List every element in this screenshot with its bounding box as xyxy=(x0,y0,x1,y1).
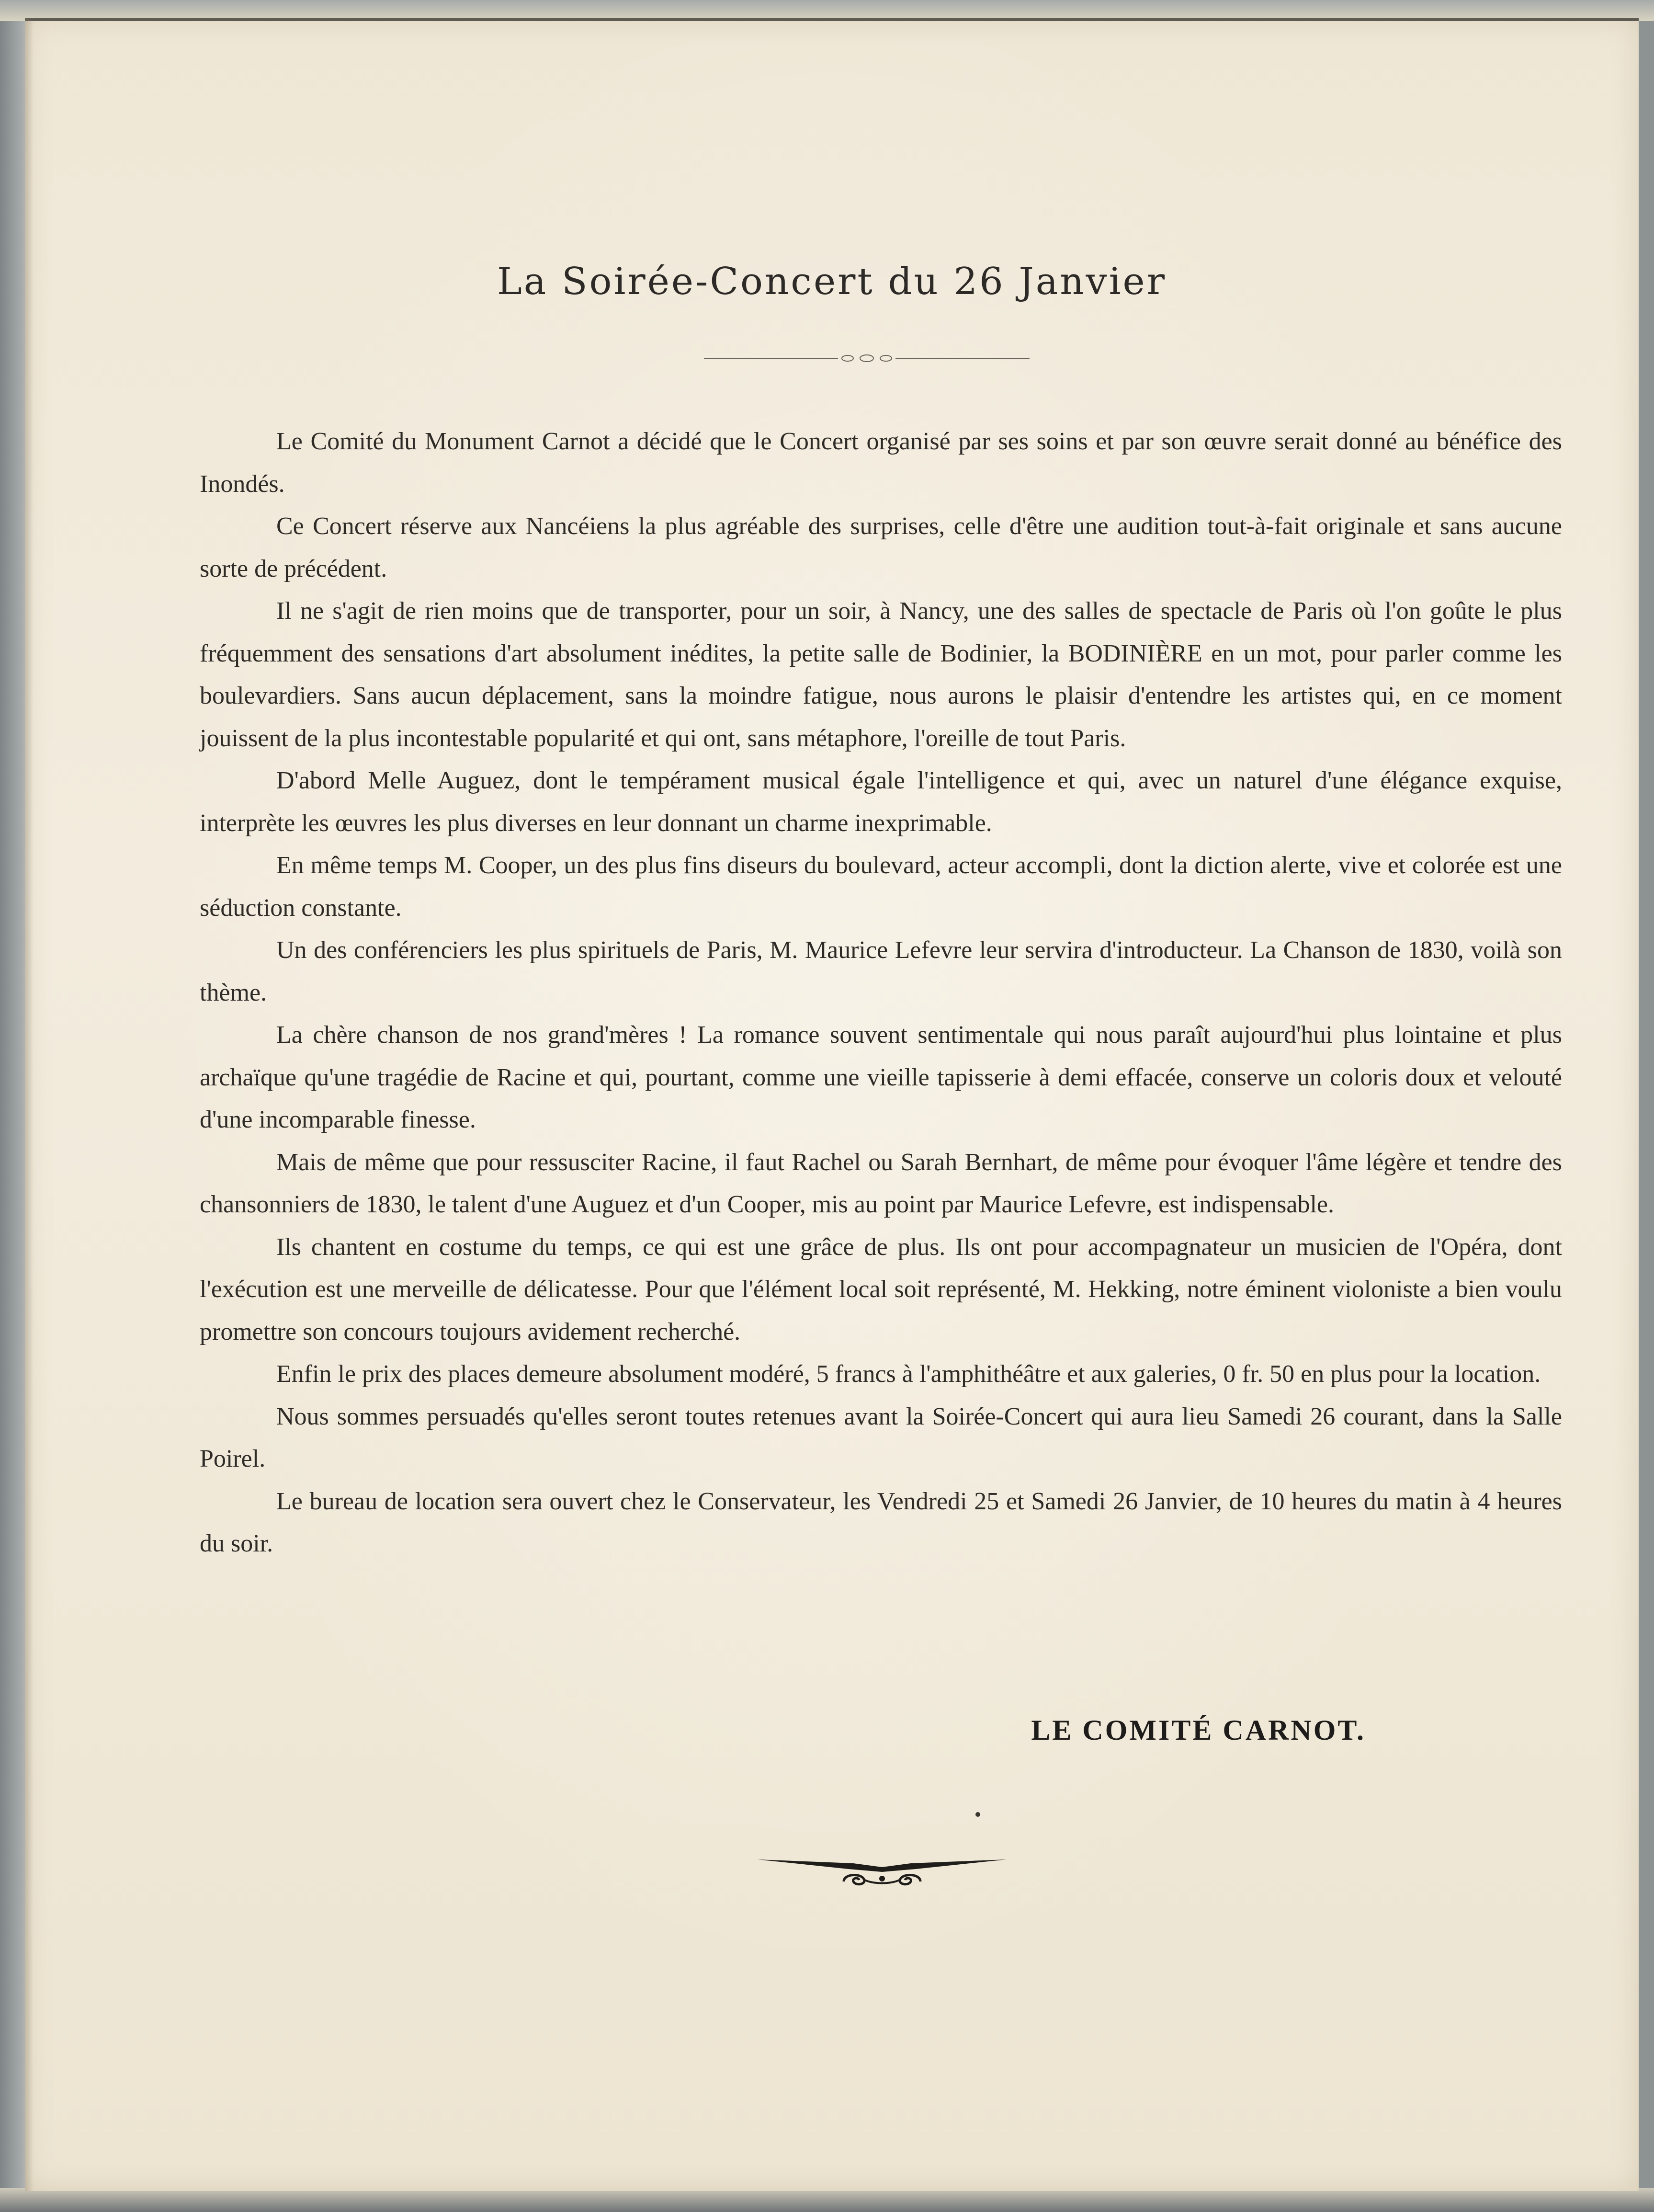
closing-ornament xyxy=(758,1853,1007,1891)
paragraph-8: Mais de même que pour ressusciter Racine, il faut Rachel ou Sarah Bernhart, de même pour évoquer l'âme légère et tendre des chansonniers de 1830, le talent d'une Auguez et d'un Cooper, mis au point par Maurice Lefevre, est indispensable. xyxy=(200,1148,1562,1218)
ink-speck xyxy=(975,1812,980,1817)
document-page xyxy=(25,18,1639,2191)
backing-board-bottom xyxy=(0,2188,1654,2212)
paragraph-11: Nous sommes persuadés qu'elles seront toutes retenues avant la Soirée-Concert qui aura lieu Samedi 26 courant, dans la Salle Poirel. xyxy=(200,1402,1562,1472)
paragraph-2: Ce Concert réserve aux Nancéiens la plus agréable des surprises, celle d'être une audition tout-à-fait originale et sans aucune sorte de précédent. xyxy=(200,513,1562,582)
letter-body xyxy=(200,421,1562,1565)
title-divider xyxy=(704,349,1030,368)
page-title: La Soirée-Concert du 26 Janvier xyxy=(497,260,1167,303)
paragraph-6: Un des conférenciers les plus spirituels de Paris, M. Maurice Lefevre leur servira d'introducteur. La Chanson de 1830, voilà son thème. xyxy=(200,936,1562,1006)
paragraph-5: En même temps M. Cooper, un des plus fins diseurs du boulevard, acteur accompli, dont la diction alerte, vive et colorée est une séduction constante. xyxy=(200,852,1562,922)
page-top-edge xyxy=(25,18,1639,21)
paragraph-3: Il ne s'agit de rien moins que de transporter, pour un soir, à Nancy, une des salles de spectacle de Paris où l'on goûte le plus fréquemment des sensations d'art absolument inédites, la petite salle de Bodinier, la BODINIÈRE en un mot, pour parler comme les boulevardiers. Sans aucun déplacement, sans la moindre fatigue, nous aurons le plaisir d'entendre les artistes qui, en ce moment jouissent de la plus incontestable popularité et qui ont, sans métaphore, l'oreille de tout Paris. xyxy=(200,597,1562,752)
paragraph-4: D'abord Melle Auguez, dont le tempérament musical égale l'intelligence et qui, avec un naturel d'une élégance exquise, interprète les œuvres les plus diverses en leur donnant un charme inexprimable. xyxy=(200,767,1562,837)
paragraph-12: Le bureau de location sera ouvert chez le Conservateur, les Vendredi 25 et Samedi 26 Janvier, de 10 heures du matin à 4 heures du soir. xyxy=(200,1487,1562,1557)
page-fold-shadow xyxy=(25,18,34,2191)
signature: LE COMITÉ CARNOT. xyxy=(1031,1714,1366,1746)
paragraph-9: Ils chantent en costume du temps, ce qui est une grâce de plus. Ils ont pour accompagnateur un musicien de l'Opéra, dont l'exécution est une merveille de délicatesse. Pour que l'élément local soit représenté, M. Hekking, notre éminent violoniste a bien voulu promettre son concours toujours avidement recherché. xyxy=(200,1233,1562,1345)
paragraph-7: La chère chanson de nos grand'mères ! La romance souvent sentimentale qui nous paraît aujourd'hui plus lointaine et plus archaïque qu'une tragédie de Racine et qui, pourtant, comme une vieille tapisserie à demi effacée, conserve un coloris doux et velouté d'une incomparable finesse. xyxy=(200,1021,1562,1133)
paragraph-1: Le Comité du Monument Carnot a décidé que le Concert organisé par ses soins et par son œuvre serait donné au bénéfice des Inondés. xyxy=(200,428,1562,498)
paragraph-10: Enfin le prix des places demeure absolument modéré, 5 francs à l'amphithéâtre et aux galeries, 0 fr. 50 en plus pour la location. xyxy=(276,1360,1541,1388)
